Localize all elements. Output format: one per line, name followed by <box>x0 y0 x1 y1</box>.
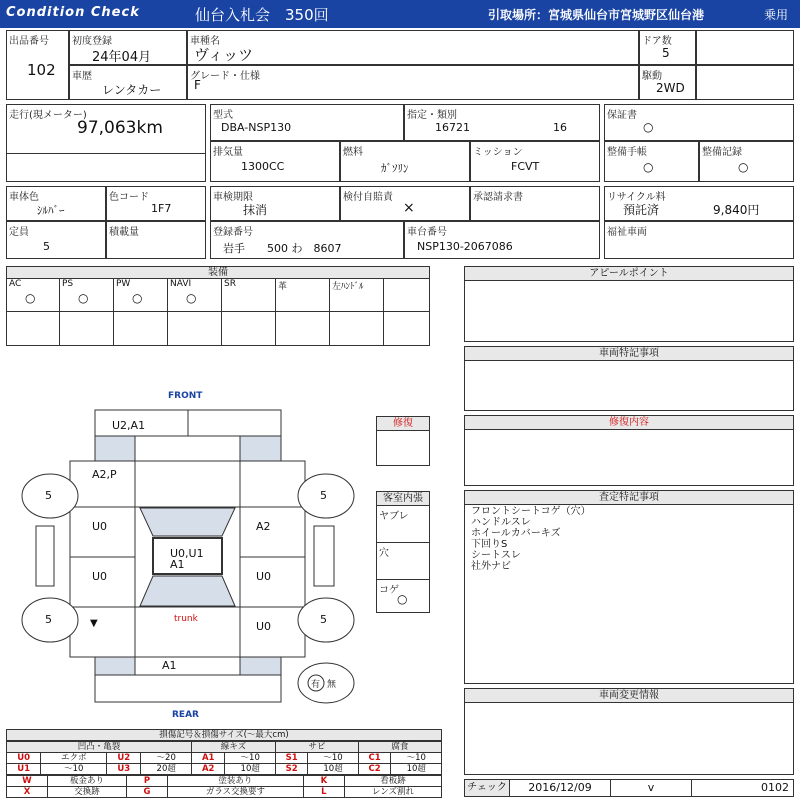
legend-code-cell-0-5: 看板跡 <box>344 776 441 787</box>
auction-title: 仙台入札会 350回 <box>195 6 329 24</box>
legend-cell-1-0: U1 <box>7 764 41 775</box>
legend-code-cell-0-1: 板金あり <box>48 776 127 787</box>
legend-cell-0-9: 〜10 <box>391 753 442 764</box>
legend-codes <box>6 775 442 798</box>
legend-cell-1-6: S2 <box>275 764 307 775</box>
equipment-label-2: PW <box>116 279 131 289</box>
windshield-shape <box>140 508 235 536</box>
interior-row-burn <box>377 580 429 614</box>
equipment-label-4: SR <box>224 279 236 289</box>
designation-label: 指定・類別 <box>407 110 457 121</box>
legend-cell-1-2: U3 <box>107 764 141 775</box>
lot-no-label: 出品番号 <box>9 36 49 47</box>
interior-burn-label: コゲ <box>379 585 399 596</box>
equipment-cell-5 <box>276 279 330 311</box>
equipment-cell-0 <box>7 279 60 311</box>
insurance-cell <box>340 186 470 221</box>
insurance: × <box>403 200 415 216</box>
history: レンタカー <box>102 83 162 97</box>
equipment-label-5: 革 <box>278 282 288 292</box>
equipment-cell-3 <box>168 279 222 311</box>
legend-row-1 <box>7 764 442 775</box>
legend-title: 損傷記号＆損傷サイズ(〜最大cm) <box>6 729 442 741</box>
interior-row-tear <box>377 506 429 543</box>
mileage-cell <box>6 104 206 182</box>
chassis: NSP130-2067086 <box>417 240 513 253</box>
service-record: ○ <box>738 160 749 174</box>
rear-label: REAR <box>172 710 199 720</box>
legend-cell-0-7: 〜10 <box>308 753 358 764</box>
recycle-label: リサイクル料 <box>607 192 666 203</box>
equipment-label-3: NAVI <box>170 279 192 289</box>
insurance-label: 検付自賠責 <box>343 192 393 203</box>
capacity: 5 <box>43 240 50 253</box>
rear-left-corner-shape <box>95 657 135 675</box>
special-panel <box>464 346 794 411</box>
legend-header-row <box>7 742 442 753</box>
mission: FCVT <box>511 160 540 173</box>
header-bar <box>0 0 800 28</box>
capacity-label: 定員 <box>9 227 29 238</box>
inspection: 抹消 <box>243 203 268 217</box>
tire-fr-value: 5 <box>320 489 327 502</box>
equipment-title: 装備 <box>7 267 429 279</box>
equipment-table <box>6 266 430 346</box>
legend-code-row-1 <box>7 787 442 798</box>
check-date: 2016/12/09 <box>510 780 611 796</box>
repair-content-panel <box>464 415 794 486</box>
rear-right-corner-shape <box>240 657 281 675</box>
history-cell <box>69 65 187 100</box>
repair-content-title: 修復内容 <box>465 416 793 430</box>
equipment-label-0: AC <box>9 279 22 289</box>
right-rear-door-damage: U0 <box>256 570 272 583</box>
legend-cell-1-7: 10超 <box>308 764 358 775</box>
equipment-blank-row <box>7 312 429 346</box>
tire-fl-value: 5 <box>45 489 52 502</box>
legend-cell-0-6: S1 <box>275 753 307 764</box>
fuel-cell <box>340 141 470 182</box>
doors-label: ドア数 <box>642 36 672 47</box>
roof-damage: U0,U1 A1 <box>170 547 204 571</box>
legend-cell-1-4: A2 <box>191 764 225 775</box>
equipment-cell-2 <box>114 279 168 311</box>
equipment-cell-1 <box>60 279 114 311</box>
legend-cell-1-8: C2 <box>358 764 391 775</box>
front-label: FRONT <box>168 391 203 401</box>
equipment-cell-6 <box>330 279 384 311</box>
doors-cell <box>639 30 696 65</box>
legend-code-cell-0-3: 塗装あり <box>167 776 303 787</box>
fuel-label: 燃料 <box>343 147 363 158</box>
recycle-fee: 9,840円 <box>713 203 760 217</box>
designation: 16721 <box>435 121 470 134</box>
change-title: 車両変更情報 <box>465 689 793 703</box>
approval-cell <box>470 186 600 221</box>
check-mark: v <box>611 780 692 796</box>
check-label: チェック <box>465 780 510 796</box>
trunk-label: trunk <box>174 614 198 624</box>
mission-cell <box>470 141 600 182</box>
displacement: 1300CC <box>241 160 285 173</box>
rear-quarter-left-damage: ▼ <box>90 618 98 629</box>
legend-table <box>6 741 442 775</box>
lot-no-cell <box>6 30 69 100</box>
inspector-panel <box>464 490 794 684</box>
legend-code-cell-0-0: W <box>7 776 48 787</box>
rear-window-shape <box>140 576 235 606</box>
legend-cell-0-4: A1 <box>191 753 225 764</box>
appeal-panel <box>464 266 794 342</box>
inspector-note-1: ハンドルスレ <box>471 517 531 528</box>
legend-code-cell-0-4: K <box>303 776 344 787</box>
spare-tire-shape <box>298 663 354 703</box>
left-front-door-damage: U0 <box>92 520 108 533</box>
right-mirror-shape <box>314 526 334 586</box>
warranty-label: 保証書 <box>607 110 637 121</box>
legend-cell-0-1: エクボ <box>41 753 107 764</box>
spare-yes: 有 <box>311 680 321 690</box>
inspector-notes <box>465 505 793 573</box>
grade-label: グレード・仕様 <box>190 71 260 82</box>
load-label: 積載量 <box>109 227 139 238</box>
change-panel <box>464 688 794 775</box>
color-code: 1F7 <box>151 202 172 215</box>
interior-hole-label: 穴 <box>379 548 389 559</box>
model: DBA-NSP130 <box>221 121 292 134</box>
recycle-cell <box>604 186 794 221</box>
legend-code-cell-0-2: P <box>126 776 167 787</box>
grade: F <box>194 78 201 92</box>
left-rear-door-damage: U0 <box>92 570 108 583</box>
legend-code-cell-1-3: ガラス交換要す <box>167 787 303 798</box>
hood-left-damage: A2,P <box>92 468 117 481</box>
tire-rl-value: 5 <box>45 613 52 626</box>
front-bumper-right-shape <box>188 410 281 436</box>
front-left-corner-shape <box>95 436 135 461</box>
legend-row-0 <box>7 753 442 764</box>
service-record-cell <box>699 141 794 182</box>
car-name-cell <box>187 30 639 65</box>
pickup-location: 引取場所：宮城県仙台市宮城野区仙台港 <box>488 8 705 22</box>
recycle-status: 預託済 <box>623 203 660 217</box>
color-label: 車体色 <box>9 192 39 203</box>
color-cell <box>6 186 106 221</box>
check-number: 0102 <box>761 781 789 794</box>
legend-header-2: サビ <box>275 742 358 753</box>
car-diagram <box>0 400 440 710</box>
rear-quarter-right-damage: U0 <box>256 620 272 633</box>
spare-no: 無 <box>327 680 337 690</box>
model-label: 型式 <box>213 110 233 121</box>
color: ｼﾙﾊﾞｰ <box>37 204 65 217</box>
equipment-cell-7 <box>384 279 429 311</box>
legend-header-0: 凹凸・亀裂 <box>7 742 192 753</box>
legend-cell-0-8: C1 <box>358 753 391 764</box>
equipment-value-2: ○ <box>132 291 143 305</box>
check-row <box>464 779 794 797</box>
warranty: ○ <box>643 120 654 134</box>
first-reg: 24年04月 <box>92 50 152 65</box>
reg-no: 岩手 500 わ 8607 <box>223 242 342 255</box>
repair-box <box>376 416 430 466</box>
designation-cell <box>404 104 600 141</box>
chassis-label: 車台番号 <box>407 227 447 238</box>
car-name: ヴィッツ <box>194 46 254 64</box>
inspector-note-5: 社外ナビ <box>471 561 511 572</box>
legend-cell-1-9: 10超 <box>391 764 442 775</box>
legend-code-cell-1-0: X <box>7 787 48 798</box>
service-book-label: 整備手帳 <box>607 147 647 158</box>
welfare-cell <box>604 221 794 259</box>
rear-bumper-shape <box>95 675 281 702</box>
color-code-label: 色コード <box>109 192 149 203</box>
right-rear-door-shape <box>240 557 305 607</box>
equipment-label-1: PS <box>62 279 74 289</box>
inspector-note-0: フロントシートコゲ（穴） <box>471 506 591 517</box>
legend-code-cell-1-4: L <box>303 787 344 798</box>
left-mirror-shape <box>36 526 54 586</box>
inspector-note-4: シートスレ <box>471 550 521 561</box>
capacity-cell <box>6 221 106 259</box>
first-reg-cell <box>69 30 187 65</box>
equipment-label-6: 左ﾊﾝﾄﾞﾙ <box>332 282 364 292</box>
appeal-title: アピールポイント <box>465 267 793 281</box>
doors: 5 <box>662 46 670 60</box>
service-book: ○ <box>643 160 654 174</box>
approval-label: 承認請求書 <box>473 192 523 203</box>
model-cell <box>210 104 404 141</box>
equipment-value-3: ○ <box>186 291 197 305</box>
drive-cell <box>639 65 696 100</box>
legend-code-cell-1-2: G <box>126 787 167 798</box>
legend-cell-0-3: 〜20 <box>141 753 191 764</box>
equipment-row <box>7 279 429 312</box>
mileage-label: 走行(現メーター) <box>9 110 87 121</box>
warranty-cell <box>604 104 794 141</box>
legend-cell-0-2: U2 <box>107 753 141 764</box>
legend-cell-1-1: 〜10 <box>41 764 107 775</box>
legend-code-row-0 <box>7 776 442 787</box>
service-record-label: 整備記録 <box>702 147 742 158</box>
mission-label: ミッション <box>473 147 523 158</box>
equipment-value-1: ○ <box>78 291 89 305</box>
interior-burn-value: ○ <box>397 592 408 606</box>
legend-cell-0-0: U0 <box>7 753 41 764</box>
reg-no-cell <box>210 221 404 259</box>
fuel: ｶﾞｿﾘﾝ <box>381 162 409 175</box>
interior-row-hole <box>377 543 429 580</box>
mileage: 97,063km <box>77 118 163 138</box>
interior-tear-label: ヤブレ <box>379 511 409 522</box>
reg-no-label: 登録番号 <box>213 227 253 238</box>
inspector-note-2: ホイールカバーキズ <box>471 528 561 539</box>
welfare-label: 福祉車両 <box>607 227 647 238</box>
inspector-title: 査定特記事項 <box>465 491 793 505</box>
class-no: 16 <box>553 121 567 134</box>
grade-cell <box>187 65 639 100</box>
drive: 2WD <box>656 81 685 95</box>
legend-cell-1-3: 20超 <box>141 764 191 775</box>
displacement-cell <box>210 141 340 182</box>
inspection-cell <box>210 186 340 221</box>
front-bumper-damage: U2,A1 <box>112 419 146 432</box>
front-right-corner-shape <box>240 436 281 461</box>
legend-code-cell-1-1: 交換跡 <box>48 787 127 798</box>
first-reg-label: 初度登録 <box>72 36 112 47</box>
right-front-door-damage: A2 <box>256 520 271 533</box>
drive-label: 駆動 <box>642 71 662 82</box>
legend-code-cell-1-5: レンズ割れ <box>344 787 441 798</box>
lot-no: 102 <box>27 61 56 79</box>
special-title: 車両特記事項 <box>465 347 793 361</box>
displacement-label: 排気量 <box>213 147 243 158</box>
legend-cell-0-5: 〜10 <box>225 753 275 764</box>
inspection-label: 車検期限 <box>213 192 253 203</box>
service-book-cell <box>604 141 699 182</box>
legend-header-3: 腐食 <box>358 742 441 753</box>
rear-bumper-damage: A1 <box>162 659 177 672</box>
right-front-door-shape <box>240 507 305 557</box>
equipment-cell-4 <box>222 279 276 311</box>
interior-title: 客室内張 <box>377 492 429 506</box>
legend-cell-1-5: 10超 <box>225 764 275 775</box>
tire-rr-value: 5 <box>320 613 327 626</box>
equipment-value-0: ○ <box>25 291 36 305</box>
logo-text: Condition Check <box>6 5 140 20</box>
blank-cell-a <box>696 30 794 65</box>
legend-header-1: 線キズ <box>191 742 275 753</box>
vehicle-use: 乗用 <box>764 8 789 22</box>
blank-cell-b <box>696 65 794 100</box>
car-name-label: 車種名 <box>190 36 220 47</box>
history-label: 車歴 <box>72 71 92 82</box>
color-code-cell <box>106 186 206 221</box>
load-cell <box>106 221 206 259</box>
repair-title: 修復 <box>377 417 429 431</box>
interior-box <box>376 491 430 613</box>
inspector-note-3: 下回りS <box>471 539 508 550</box>
chassis-cell <box>404 221 600 259</box>
